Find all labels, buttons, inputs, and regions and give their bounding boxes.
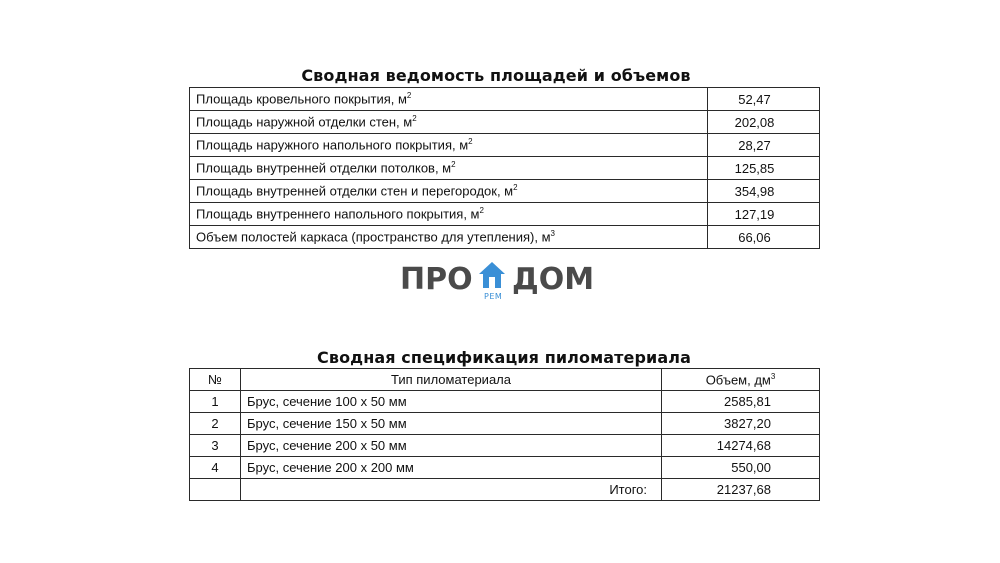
row-no: 2 xyxy=(190,413,241,435)
area-value: 127,19 xyxy=(708,203,820,226)
table-row xyxy=(190,157,820,180)
area-value: 202,08 xyxy=(708,111,820,134)
logo-subtext: РЕМ xyxy=(484,292,503,301)
lumber-table-title: Сводная спецификация пиломатериала xyxy=(317,348,691,367)
table-row xyxy=(190,88,820,111)
total-row xyxy=(190,479,820,501)
house-icon xyxy=(477,260,507,290)
area-value: 52,47 xyxy=(708,88,820,111)
row-volume: 14274,68 xyxy=(662,435,820,457)
area-value: 125,85 xyxy=(708,157,820,180)
header-no: № xyxy=(190,369,241,391)
area-name: Площадь кровельного покрытия, $м^2$ xyxy=(190,88,708,111)
table-row xyxy=(190,134,820,157)
row-no: 3 xyxy=(190,435,241,457)
row-type: Брус, сечение 200 х 200 мм xyxy=(241,457,662,479)
row-type: Брус, сечение 100 х 50 мм xyxy=(241,391,662,413)
row-no: 1 xyxy=(190,391,241,413)
row-volume: 3827,20 xyxy=(662,413,820,435)
table-row xyxy=(190,226,820,249)
table-row xyxy=(190,457,820,479)
row-volume: 550,00 xyxy=(662,457,820,479)
areas-table xyxy=(189,87,820,249)
logo xyxy=(400,262,600,302)
total-value: 21237,68 xyxy=(662,479,820,501)
table-row xyxy=(190,435,820,457)
table-row xyxy=(190,203,820,226)
table-row xyxy=(190,391,820,413)
row-type: Брус, сечение 200 х 50 мм xyxy=(241,435,662,457)
row-volume: 2585,81 xyxy=(662,391,820,413)
area-name: Площадь наружного напольного покрытия, $м^2$ xyxy=(190,134,708,157)
table-row xyxy=(190,413,820,435)
area-value: 66,06 xyxy=(708,226,820,249)
header-volume: Объем, $дм^3$ xyxy=(662,369,820,391)
area-value: 28,27 xyxy=(708,134,820,157)
row-no: 4 xyxy=(190,457,241,479)
area-value: 354,98 xyxy=(708,180,820,203)
area-name: Площадь внутренней отделки потолков, $м^2$ xyxy=(190,157,708,180)
area-name: Объем полостей каркаса (пространство для утепления), $м^3$ xyxy=(190,226,708,249)
table-header-row xyxy=(190,369,820,391)
area-name: Площадь внутренней отделки стен и перегородок, $м^2$ xyxy=(190,180,708,203)
table-row xyxy=(190,111,820,134)
area-name: Площадь наружной отделки стен, $м^2$ xyxy=(190,111,708,134)
logo-text-right: ДОМ xyxy=(512,262,595,297)
total-blank-cell xyxy=(190,479,241,501)
header-type: Тип пиломатериала xyxy=(241,369,662,391)
lumber-table xyxy=(189,368,820,501)
table-row xyxy=(190,180,820,203)
total-label: Итого: xyxy=(241,479,662,501)
area-name: Площадь внутреннего напольного покрытия, $м^2$ xyxy=(190,203,708,226)
row-type: Брус, сечение 150 х 50 мм xyxy=(241,413,662,435)
logo-text-left: ПРО xyxy=(400,262,473,297)
areas-table-title: Сводная ведомость площадей и объемов xyxy=(301,66,691,85)
